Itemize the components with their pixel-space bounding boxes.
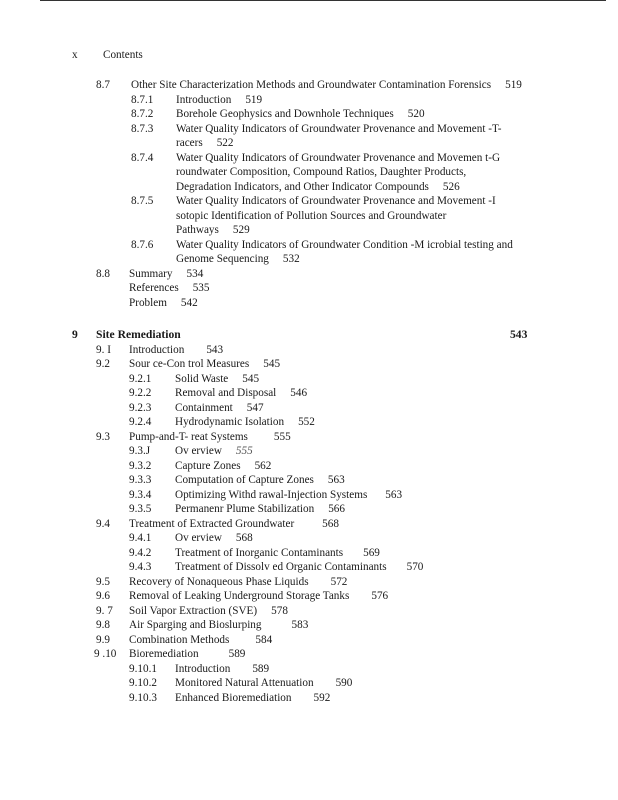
section-number: 9.4	[96, 517, 110, 530]
section-number: 8.7	[96, 79, 110, 91]
page-ref: 592	[313, 691, 331, 704]
toc-entry-9-2[interactable]	[0, 357, 618, 372]
section-title: Summary 534	[129, 267, 204, 280]
toc-entry-9-2-3[interactable]	[0, 401, 618, 416]
section-title: Problem 542	[129, 296, 198, 309]
page-ref: 532	[282, 253, 300, 265]
section-title: Treatment of Extracted Groundwater 568	[129, 517, 339, 530]
section-title: Ov erview 555	[175, 445, 253, 457]
section-title: Introduction 543	[129, 343, 224, 356]
page-ref: 520	[407, 108, 425, 120]
page-ref: 519	[245, 93, 263, 106]
toc-entry-9-6[interactable]	[0, 589, 618, 604]
chapter-title: Site Remediation	[96, 328, 181, 341]
toc-entry-9-2-4[interactable]	[0, 415, 618, 430]
toc-entry-8-7[interactable]	[0, 78, 618, 93]
section-title: Treatment of Inorganic Contaminants 569	[175, 546, 380, 559]
page-ref: 576	[371, 590, 389, 602]
section-title: Borehole Geophysics and Downhole Techniques 520	[176, 108, 425, 120]
page-ref: 547	[246, 401, 264, 414]
section-title: Bioremediation 589	[129, 648, 246, 660]
toc-entry-9-4-3[interactable]	[0, 560, 618, 575]
toc-entry-9-3-4[interactable]	[0, 488, 618, 503]
section-number: 9.9	[96, 633, 110, 646]
section-title: Permanenr Plume Stabilization 566	[175, 503, 345, 515]
section-title: Other Site Characterization Methods and Groundwater Contamination Forensics 519	[131, 79, 522, 91]
toc-entry-9-3-1[interactable]	[0, 444, 618, 459]
section-title: Capture Zones 562	[175, 459, 272, 472]
top-rule	[40, 0, 606, 1]
page-ref: 534	[186, 267, 204, 280]
section-title: Water Quality Indicators of Groundwater Condition -M icrobial testing and Genome Sequencing 532	[176, 238, 513, 265]
page-ref: 529	[232, 224, 250, 236]
section-number: 9.2.4	[129, 416, 152, 428]
section-title: Pump-and-T- reat Systems 555	[129, 430, 291, 443]
section-number: 9.4.1	[129, 532, 152, 544]
section-title: Treatment of Dissolv ed Organic Contaminants 570	[175, 561, 424, 573]
section-number: 8.7.5	[131, 195, 154, 207]
page-ref: 566	[328, 503, 345, 515]
section-title: Water Quality Indicators of Groundwater Provenance and Movement -T- racers 522	[176, 122, 502, 149]
section-number: 9.2.1	[129, 372, 152, 385]
page-ref: 545	[263, 358, 281, 370]
toc-entry-9-4-2[interactable]	[0, 546, 618, 561]
toc-entry-8-7-6[interactable]	[0, 238, 618, 267]
section-number: 8.7.2	[131, 108, 154, 120]
page-ref: 563	[385, 488, 403, 501]
page-ref: 522	[216, 137, 234, 149]
section-number: 8.7.4	[131, 151, 154, 164]
section-title: Removal of Leaking Underground Storage Tanks 576	[129, 590, 389, 602]
section-number: 9.3.2	[129, 459, 152, 472]
page-ref: 526	[442, 180, 460, 193]
section-title: Containment 547	[175, 401, 264, 414]
page-ref: 583	[291, 619, 309, 631]
toc-entry-8-7-5[interactable]	[0, 194, 618, 238]
table-of-contents	[0, 78, 618, 705]
section-number: 9.2	[96, 358, 110, 370]
toc-entry-9-1[interactable]	[0, 343, 618, 358]
section-title: Enhanced Bioremediation 592	[175, 691, 331, 704]
section-title: Removal and Disposal 546	[175, 387, 308, 399]
section-title: Soil Vapor Extraction (SVE) 578	[129, 604, 288, 617]
toc-entry-8-7-4[interactable]	[0, 151, 618, 195]
toc-entry-8-8[interactable]	[0, 267, 618, 282]
page-ref: 572	[330, 575, 348, 588]
page-ref: 562	[254, 459, 272, 472]
section-number: 9.5	[96, 575, 110, 588]
page-ref: 535	[192, 282, 210, 294]
toc-entry-9-7[interactable]	[0, 604, 618, 619]
section-number: 9. 7	[96, 604, 113, 617]
section-number: 8.8	[96, 267, 110, 280]
section-title: Introduction 519	[176, 93, 263, 106]
section-number: 9. I	[96, 343, 111, 356]
page-ref: 546	[290, 387, 308, 399]
section-title: Combination Methods 584	[129, 633, 273, 646]
toc-entry-references[interactable]	[0, 281, 618, 296]
page-ref: 569	[363, 546, 380, 559]
page-ref: 584	[255, 633, 273, 646]
toc-entry-8-7-3[interactable]	[0, 122, 618, 151]
toc-entry-9-3-5[interactable]	[0, 502, 618, 517]
toc-entry-8-7-2[interactable]	[0, 107, 618, 122]
toc-entry-9-10-1[interactable]	[0, 662, 618, 677]
section-title: Solid Waste 545	[175, 372, 260, 385]
page-ref: 543	[206, 343, 224, 356]
section-number: 9.8	[96, 619, 110, 631]
page-ref: 563	[327, 474, 345, 486]
section-number: 8.7.3	[131, 122, 154, 135]
section-number: 9 .10	[94, 648, 117, 660]
page-ref: 568	[322, 517, 339, 530]
toc-entry-9-8[interactable]	[0, 618, 618, 633]
page-ref: 555	[235, 445, 253, 457]
toc-entry-8-7-1[interactable]	[0, 93, 618, 108]
section-number: 9.3.J	[129, 445, 151, 457]
toc-entry-9-3-3[interactable]	[0, 473, 618, 488]
section-number: 9.3.3	[129, 474, 152, 486]
section-title: Recovery of Nonaqueous Phase Liquids 572	[129, 575, 348, 588]
page-ref: 589	[228, 648, 246, 660]
section-title: Optimizing Withd rawal-Injection Systems 563	[175, 488, 403, 501]
section-number: 8.7.6	[131, 238, 154, 251]
toc-entry-9-10-3[interactable]	[0, 691, 618, 706]
toc-entry-9-10-2[interactable]	[0, 676, 618, 691]
section-title: Hydrodynamic Isolation 552	[175, 416, 315, 428]
section-title: Ov erview 568	[175, 532, 253, 544]
section-number: 9.2.2	[129, 387, 152, 399]
toc-entry-9-5[interactable]	[0, 575, 618, 590]
page-ref: 568	[235, 532, 253, 544]
toc-entry-problem[interactable]	[0, 296, 618, 311]
section-title: Water Quality Indicators of Groundwater Provenance and Movemen t-G roundwater Composition, Compound Ratios, Daughter Products, Degradation Indicators, and Other Indicator Compounds 526	[176, 151, 501, 193]
section-number: 8.7.1	[131, 93, 154, 106]
toc-entry-9-9[interactable]	[0, 633, 618, 648]
section-number: 9.4.2	[129, 546, 152, 559]
section-title: References 535	[129, 282, 210, 294]
page-ref: 590	[335, 677, 353, 689]
toc-entry-9-4[interactable]	[0, 517, 618, 532]
page-ref: 543	[510, 328, 528, 341]
chapter-number: 9	[72, 328, 78, 341]
toc-chapter-9[interactable]	[0, 328, 618, 343]
section-title: Monitored Natural Attenuation 590	[175, 677, 353, 689]
section-number: 9.2.3	[129, 401, 152, 414]
section-title: Sour ce-Con trol Measures 545	[129, 358, 281, 370]
page-ref: 589	[252, 662, 270, 675]
section-number: 9.4.3	[129, 561, 152, 573]
section-number: 9.10.1	[129, 662, 157, 675]
page-ref: 545	[242, 372, 260, 385]
section-title: Water Quality Indicators of Groundwater Provenance and Movement -I sotopic Identification of Pollution Sources and Groundwater Pathways 529	[176, 195, 496, 236]
toc-entry-9-3[interactable]	[0, 430, 618, 445]
toc-entry-9-4-1[interactable]	[0, 531, 618, 546]
page-ref: 552	[298, 416, 315, 428]
page-ref: 578	[271, 604, 288, 617]
section-number: 9.6	[96, 590, 110, 602]
header-title: Contents	[103, 49, 143, 61]
page-ref: 542	[180, 296, 198, 309]
page-ref: 555	[273, 430, 291, 443]
page-ref: 570	[406, 561, 424, 573]
section-number: 9.3.5	[129, 503, 152, 515]
section-number: 9.3	[96, 430, 110, 443]
section-title: Introduction 589	[175, 662, 270, 675]
section-number: 9.10.3	[129, 691, 157, 704]
section-title: Computation of Capture Zones 563	[175, 474, 345, 486]
section-number: 9.3.4	[129, 488, 152, 501]
toc-entry-9-2-2[interactable]	[0, 386, 618, 401]
page-number: x	[72, 49, 78, 61]
toc-entry-9-2-1[interactable]	[0, 372, 618, 387]
page-ref: 519	[505, 79, 522, 91]
section-number: 9.10.2	[129, 677, 157, 689]
section-title: Air Sparging and Bioslurping 583	[129, 619, 309, 631]
toc-entry-9-10[interactable]	[0, 647, 618, 662]
toc-entry-9-3-2[interactable]	[0, 459, 618, 474]
